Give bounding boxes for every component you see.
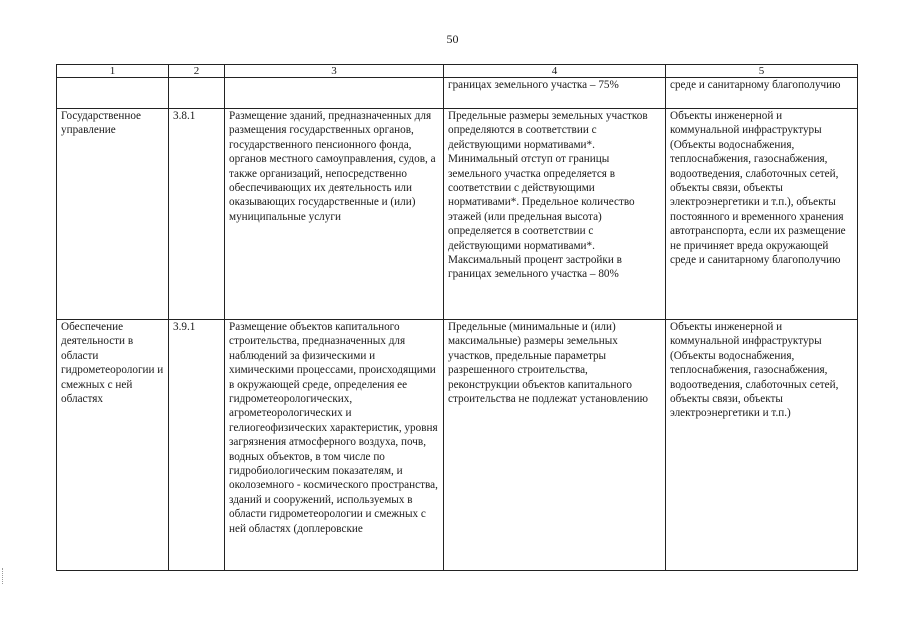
cont-cell-2 xyxy=(169,78,225,109)
header-col-3: 3 xyxy=(225,65,444,78)
use-parameters: Предельные (минимальные и (или) максимальные) размеры земельных участков, предельные параметры разрешенного строительства, реконструкции объектов капитального строительства не подлежат установлению xyxy=(444,320,666,571)
use-auxiliary: Объекты инженерной и коммунальной инфраструктуры (Объекты водоснабжения, теплоснабжения, газоснабжения, водоотведения, слаботочных сетей, объекты связи, объекты электроэнергетики и т.п.), объекты постоянного и временного хранения автотранспорта, если их размещение не причиняет вреда окружающей среде и санитарному благополучию xyxy=(666,109,858,320)
use-parameters: Предельные размеры земельных участков определяются в соответствии с действующими нормативами*. Минимальный отступ от границы земельного участка определяется в соответствии с действующими нормативами*. Предельное количество этажей (или предельная высота) определяется в соответствии с действующими нормативами*. Максимальный процент застройки в границах земельного участка – 80% xyxy=(444,109,666,320)
use-code: 3.8.1 xyxy=(169,109,225,320)
zoning-table xyxy=(56,64,858,571)
continuation-row xyxy=(57,78,858,109)
header-col-4: 4 xyxy=(444,65,666,78)
cont-auxiliary: среде и санитарному благополучию xyxy=(666,78,858,109)
cont-cell-3 xyxy=(225,78,444,109)
header-row xyxy=(57,65,858,78)
header-col-1: 1 xyxy=(57,65,169,78)
use-name: Обеспечение деятельности в области гидрометеорологии и смежных с ней областях xyxy=(57,320,169,571)
table-row xyxy=(57,320,858,571)
header-col-5: 5 xyxy=(666,65,858,78)
use-description: Размещение зданий, предназначенных для размещения государственных органов, государственного пенсионного фонда, органов местного самоуправления, судов, а также организаций, непосредственно обеспечивающих их деятельность или оказывающих государственные и (или) муниципальные услуги xyxy=(225,109,444,320)
page-number: 50 xyxy=(446,32,459,46)
use-name: Государственное управление xyxy=(57,109,169,320)
table-row xyxy=(57,109,858,320)
cont-cell-1 xyxy=(57,78,169,109)
header-col-2: 2 xyxy=(169,65,225,78)
margin-mark xyxy=(2,568,7,584)
cont-parameters: границах земельного участка – 75% xyxy=(444,78,666,109)
use-code: 3.9.1 xyxy=(169,320,225,571)
use-auxiliary: Объекты инженерной и коммунальной инфраструктуры (Объекты водоснабжения, теплоснабжения, газоснабжения, водоотведения, слаботочных сетей, объекты связи, объекты электроэнергетики и т.п.) xyxy=(666,320,858,571)
use-description: Размещение объектов капитального строительства, предназначенных для наблюдений за физическими и химическими процессами, происходящими в окружающей среде, определения ее гидрометеорологических, агрометеорологических и гелиогеофизических характеристик, уровня загрязнения атмосферного воздуха, почв, водных объектов, в том числе по гидробиологическим показателям, и околоземного - космического пространства, зданий и сооружений, используемых в области гидрометеорологии и смежных с ней областях (доплеровские xyxy=(225,320,444,571)
